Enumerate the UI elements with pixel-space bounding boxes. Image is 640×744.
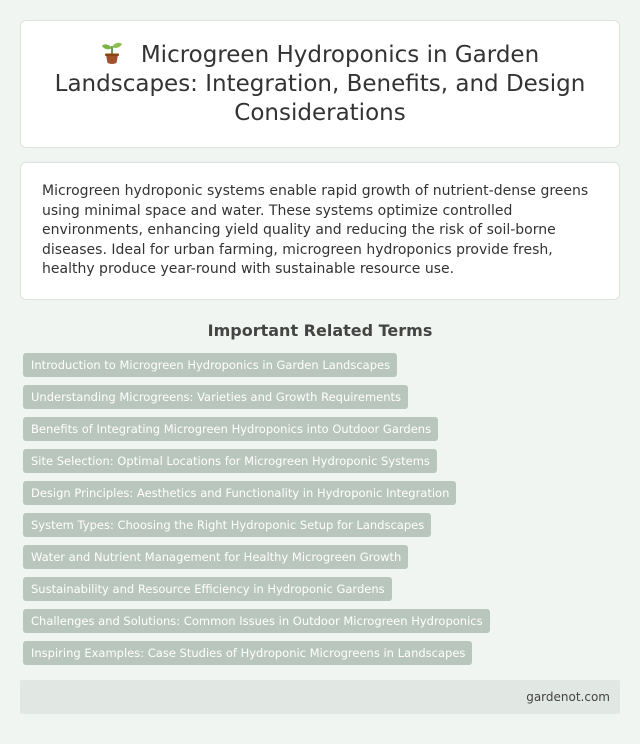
related-terms-heading: Important Related Terms — [207, 321, 433, 340]
related-terms-list — [23, 353, 619, 673]
seedling-icon — [101, 41, 123, 65]
summary-card — [20, 162, 620, 300]
title-text: Microgreen Hydroponics in Garden Landscapes: Integration, Benefits, and Design Considerations — [54, 41, 586, 126]
summary-text: Microgreen hydroponic systems enable rapid growth of nutrient-dense greens using minimal space and water. These systems optimize controlled environments, enhancing yield quality and reducing the risk of soil-borne diseases. Ideal for urban farming, microgreen hydroponics provide fresh, healthy produce year-round with sustainable resource use. — [42, 183, 589, 277]
related-term-tag[interactable]: Water and Nutrient Management for Healthy Microgreen Growth — [23, 545, 408, 569]
footer-site-name: gardenot.com — [526, 690, 610, 704]
related-term-tag[interactable]: Understanding Microgreens: Varieties and Growth Requirements — [23, 385, 408, 409]
related-term-tag[interactable]: Sustainability and Resource Efficiency in Hydroponic Gardens — [23, 577, 392, 601]
related-term-tag[interactable]: Challenges and Solutions: Common Issues in Outdoor Microgreen Hydroponics — [23, 609, 490, 633]
title-card — [20, 20, 620, 148]
related-term-tag[interactable]: System Types: Choosing the Right Hydroponic Setup for Landscapes — [23, 513, 431, 537]
related-term-tag[interactable]: Design Principles: Aesthetics and Functionality in Hydroponic Integration — [23, 481, 456, 505]
related-term-tag[interactable]: Site Selection: Optimal Locations for Microgreen Hydroponic Systems — [23, 449, 437, 473]
page-title — [51, 41, 589, 128]
related-term-tag[interactable]: Inspiring Examples: Case Studies of Hydroponic Microgreens in Landscapes — [23, 641, 472, 665]
related-term-tag[interactable]: Introduction to Microgreen Hydroponics in Garden Landscapes — [23, 353, 397, 377]
footer — [20, 680, 620, 714]
related-term-tag[interactable]: Benefits of Integrating Microgreen Hydroponics into Outdoor Gardens — [23, 417, 438, 441]
